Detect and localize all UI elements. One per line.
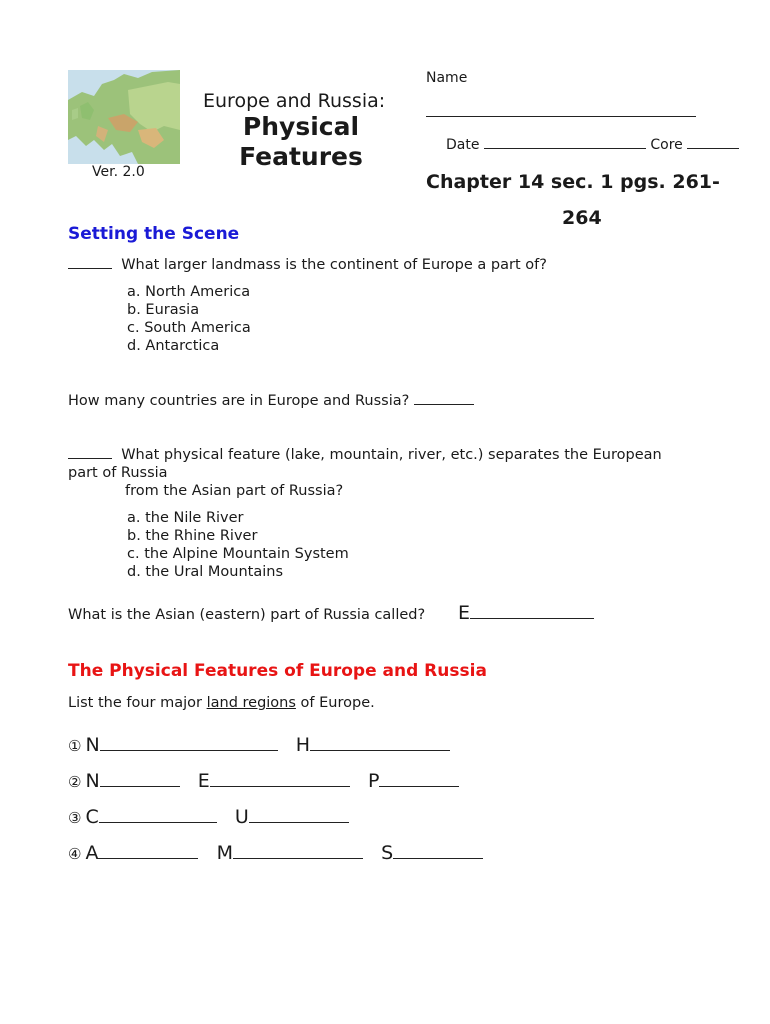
region-letter: P (367, 770, 380, 792)
core-field[interactable] (687, 136, 739, 149)
europe-map-image (68, 70, 180, 164)
number-1-icon: ① (68, 737, 82, 755)
question-1 (68, 256, 547, 274)
question-3-options (127, 509, 349, 581)
version-label: Ver. 2.0 (92, 164, 145, 180)
page-title-line1: Physical (242, 112, 360, 141)
chapter-line2: 264 (562, 207, 602, 229)
region-letter: H (295, 734, 311, 756)
option-3c: c. the Alpine Mountain System (127, 546, 349, 562)
answer-blank-4[interactable] (470, 600, 594, 619)
region-blank[interactable] (100, 768, 180, 787)
page-title-line2: Features (239, 142, 363, 171)
date-label: Date (446, 137, 480, 153)
option-3d: d. the Ural Mountains (127, 564, 284, 580)
region-letter: C (85, 806, 99, 828)
region-blank[interactable] (99, 804, 217, 823)
region-letter: U (234, 806, 249, 828)
question-1-text: What larger landmass is the continent of Europe a part of? (121, 257, 547, 273)
number-4-icon: ④ (68, 845, 82, 863)
region-blank[interactable] (310, 732, 450, 751)
question-4-text: What is the Asian (eastern) part of Russia called? (68, 607, 426, 623)
chapter-line1: Chapter 14 sec. 1 pgs. 261- (426, 171, 720, 193)
core-label: Core (650, 137, 683, 153)
region-blank[interactable] (379, 768, 459, 787)
region-row-1 (68, 732, 450, 756)
number-3-icon: ③ (68, 809, 82, 827)
option-3a: a. the Nile River (127, 510, 244, 526)
option-1a: a. North America (127, 284, 251, 300)
question-3-line2: part of Russia (68, 465, 168, 481)
option-1b: b. Eurasia (127, 302, 200, 318)
region-row-3 (68, 804, 349, 828)
page-title (206, 112, 396, 172)
option-1c: c. South America (127, 320, 251, 336)
region-blank[interactable] (210, 768, 350, 787)
answer-blank-1[interactable] (68, 256, 112, 269)
europe-map-icon (68, 70, 180, 164)
instruction-underlined: land regions (206, 695, 296, 711)
instruction-post: of Europe. (295, 695, 375, 711)
regions-instruction (68, 694, 375, 712)
region-letter: N (85, 770, 100, 792)
question-2 (68, 392, 474, 410)
question-4-answer (458, 600, 594, 624)
question-2-text: How many countries are in Europe and Russia? (68, 393, 410, 409)
region-letter: A (85, 842, 99, 864)
answer-blank-2[interactable] (414, 392, 474, 405)
region-row-4 (68, 840, 483, 864)
option-3b: b. the Rhine River (127, 528, 258, 544)
question-4 (68, 606, 425, 624)
region-blank[interactable] (249, 804, 349, 823)
section-heading-setting-the-scene: Setting the Scene (68, 224, 240, 244)
date-field[interactable] (484, 136, 646, 149)
region-blank[interactable] (233, 840, 363, 859)
title-subtitle: Europe and Russia: (203, 90, 386, 112)
region-letter: S (381, 842, 394, 864)
region-blank[interactable] (393, 840, 483, 859)
region-blank[interactable] (98, 840, 198, 859)
chapter-reference (426, 164, 746, 236)
question-4-letter: E (458, 602, 471, 624)
question-3 (68, 446, 662, 500)
question-1-options (127, 283, 251, 355)
instruction-pre: List the four major (68, 695, 207, 711)
region-blank[interactable] (100, 732, 278, 751)
answer-blank-3[interactable] (68, 446, 112, 459)
date-core-row (446, 136, 739, 153)
section-heading-physical-features: The Physical Features of Europe and Russia (68, 661, 487, 681)
region-letter: M (216, 842, 233, 864)
question-3-line1: What physical feature (lake, mountain, river, etc.) separates the European (121, 447, 662, 463)
option-1d: d. Antarctica (127, 338, 220, 354)
question-3-line3: from the Asian part of Russia? (125, 483, 344, 499)
name-field[interactable] (426, 116, 696, 117)
number-2-icon: ② (68, 773, 82, 791)
region-row-2 (68, 768, 459, 792)
region-letter: E (197, 770, 210, 792)
region-letter: N (85, 734, 100, 756)
name-label: Name (426, 70, 468, 86)
